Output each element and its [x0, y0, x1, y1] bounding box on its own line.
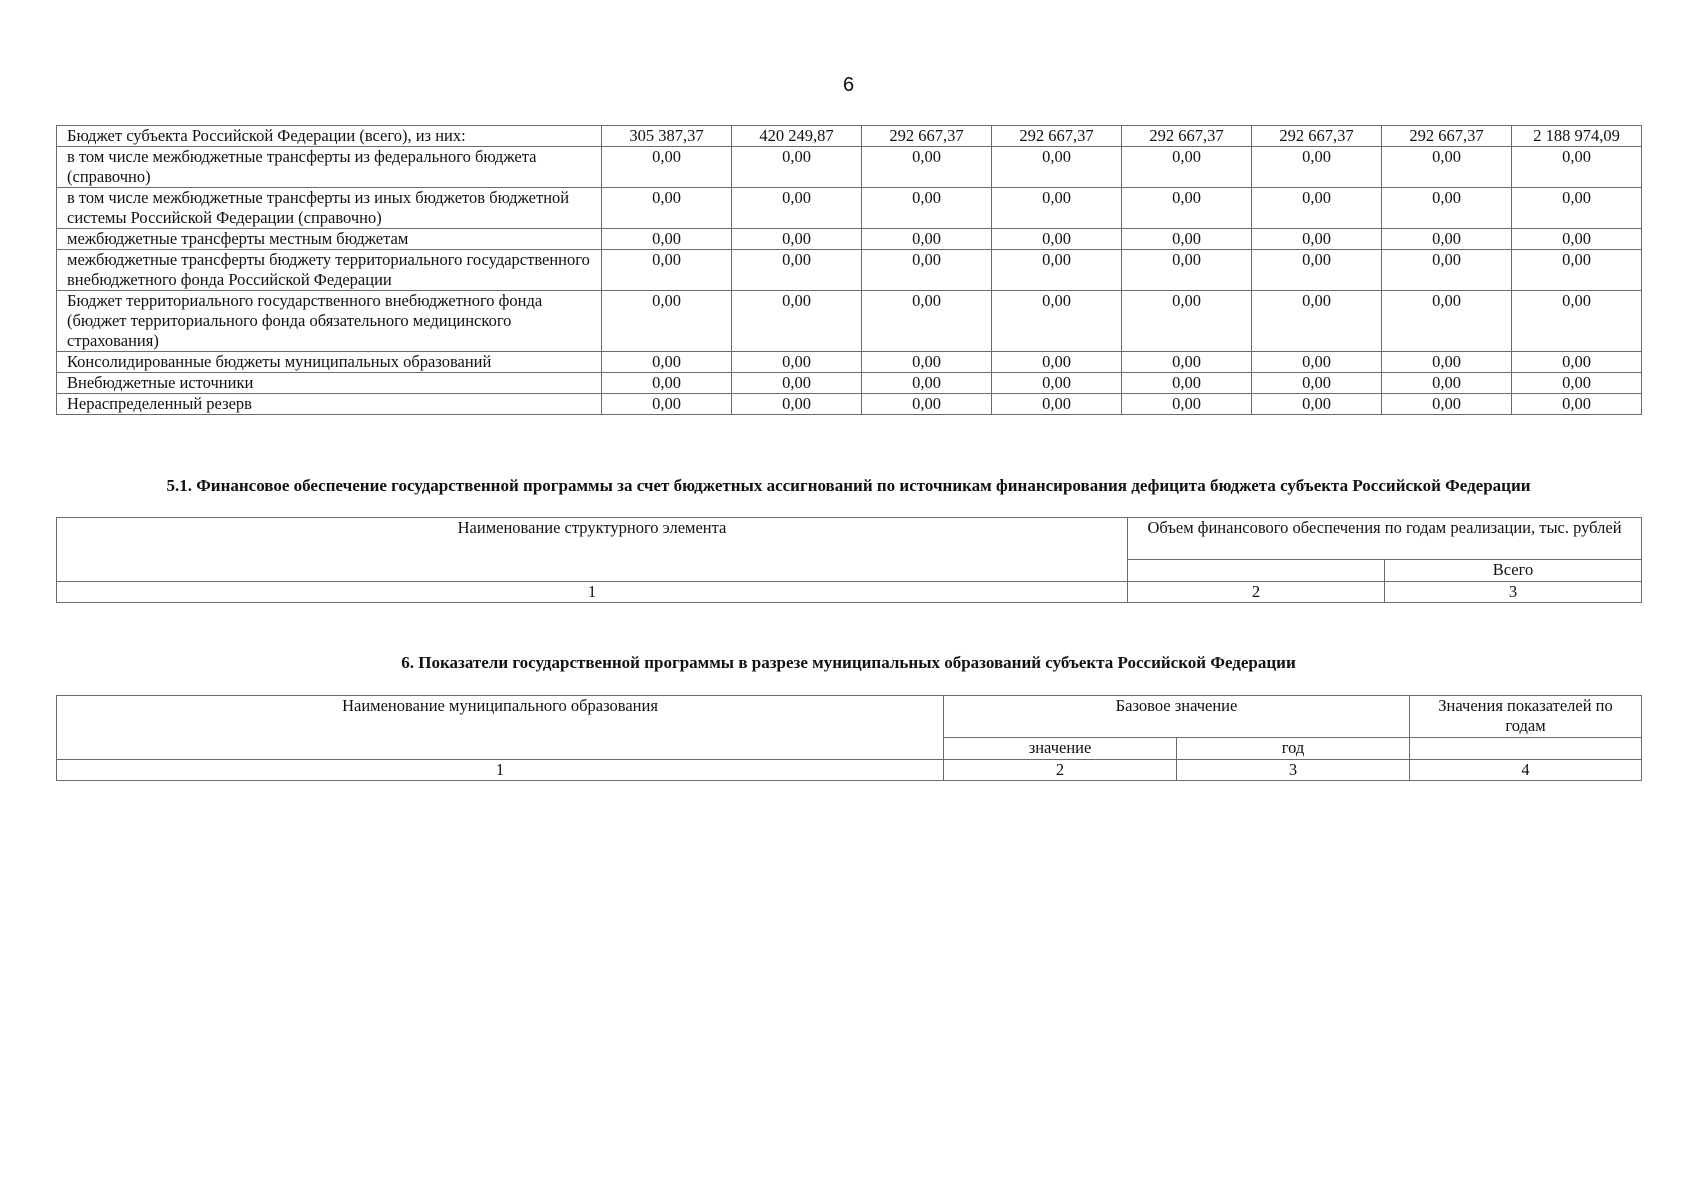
- cell-value: 0,00: [732, 291, 862, 352]
- cell-value: 0,00: [1382, 229, 1512, 250]
- cell-value: 292 667,37: [1382, 126, 1512, 147]
- cell-value: 0,00: [1512, 394, 1642, 415]
- cell-value: 0,00: [862, 188, 992, 229]
- cell-value: 0,00: [732, 188, 862, 229]
- section-6-title: 6. Показатели государственной программы в разрезе муниципальных образований субъекта Российской Федерации: [401, 653, 1296, 672]
- cell-value: 305 387,37: [602, 126, 732, 147]
- cell-value: 0,00: [732, 147, 862, 188]
- cell-value: 292 667,37: [992, 126, 1122, 147]
- base-value-header: Базовое значение: [944, 696, 1410, 738]
- column-number: 3: [1177, 760, 1410, 781]
- cell-value: 0,00: [1382, 291, 1512, 352]
- cell-value: 0,00: [862, 147, 992, 188]
- funding-volume-header: Объем финансового обеспечения по годам реализации, тыс. рублей: [1128, 518, 1642, 560]
- table-row: [57, 394, 1642, 415]
- cell-value: 0,00: [862, 250, 992, 291]
- year-column-header: [1128, 560, 1385, 582]
- year-subheader: год: [1177, 738, 1410, 760]
- cell-value: 0,00: [1382, 373, 1512, 394]
- cell-value: 0,00: [1512, 188, 1642, 229]
- cell-value: 0,00: [602, 291, 732, 352]
- row-label: Консолидированные бюджеты муниципальных образований: [57, 352, 602, 373]
- municipality-name-header: Наименование муниципального образования: [57, 696, 944, 760]
- cell-value: 0,00: [602, 250, 732, 291]
- cell-value: 0,00: [732, 250, 862, 291]
- cell-value: 0,00: [1512, 250, 1642, 291]
- cell-value: 0,00: [732, 394, 862, 415]
- cell-value: 292 667,37: [1122, 126, 1252, 147]
- table-row: [57, 229, 1642, 250]
- cell-value: 0,00: [992, 291, 1122, 352]
- row-label: межбюджетные трансферты местным бюджетам: [57, 229, 602, 250]
- cell-value: 0,00: [992, 250, 1122, 291]
- section-6-table: [56, 695, 1642, 781]
- cell-value: 0,00: [1122, 250, 1252, 291]
- column-number: 3: [1385, 582, 1642, 603]
- column-number: 2: [944, 760, 1177, 781]
- cell-value: 0,00: [732, 373, 862, 394]
- cell-value: 0,00: [1252, 373, 1382, 394]
- cell-value: 0,00: [602, 188, 732, 229]
- cell-value: 0,00: [1252, 352, 1382, 373]
- cell-value: 0,00: [1512, 373, 1642, 394]
- cell-value: 292 667,37: [862, 126, 992, 147]
- row-label: Бюджет субъекта Российской Федерации (всего), из них:: [57, 126, 602, 147]
- cell-value: 0,00: [1122, 291, 1252, 352]
- column-number: 2: [1128, 582, 1385, 603]
- row-label: межбюджетные трансферты бюджету территориального государственного внебюджетного фонда Российской Федерации: [57, 250, 602, 291]
- cell-value: 0,00: [992, 229, 1122, 250]
- cell-value: 0,00: [732, 229, 862, 250]
- cell-value: 0,00: [862, 373, 992, 394]
- cell-value: 0,00: [1252, 250, 1382, 291]
- cell-value: 0,00: [1252, 229, 1382, 250]
- cell-value: 0,00: [862, 291, 992, 352]
- cell-value: 0,00: [1122, 229, 1252, 250]
- cell-value: 0,00: [1122, 373, 1252, 394]
- cell-value: 0,00: [1252, 188, 1382, 229]
- column-number: 1: [57, 760, 944, 781]
- value-subheader: значение: [944, 738, 1177, 760]
- cell-value: 0,00: [1382, 147, 1512, 188]
- cell-value: 0,00: [1382, 250, 1512, 291]
- row-label: Нераспределенный резерв: [57, 394, 602, 415]
- cell-value: 0,00: [1382, 352, 1512, 373]
- cell-value: 0,00: [992, 147, 1122, 188]
- cell-value: 0,00: [1512, 352, 1642, 373]
- cell-value: 0,00: [862, 352, 992, 373]
- year-column-header: [1410, 738, 1642, 760]
- cell-value: 0,00: [1512, 291, 1642, 352]
- cell-value: 0,00: [992, 188, 1122, 229]
- funding-sources-table: [56, 125, 1642, 415]
- cell-value: 0,00: [1252, 394, 1382, 415]
- values-by-years-header: Значения показателей по годам: [1410, 696, 1642, 738]
- table-row: [57, 188, 1642, 229]
- table-row: [57, 126, 1642, 147]
- table-row: [57, 250, 1642, 291]
- row-label: в том числе межбюджетные трансферты из иных бюджетов бюджетной системы Российской Федерации (справочно): [57, 188, 602, 229]
- cell-value: 0,00: [1122, 147, 1252, 188]
- cell-value: 0,00: [1122, 352, 1252, 373]
- cell-value: 0,00: [1382, 188, 1512, 229]
- cell-value: 2 188 974,09: [1512, 126, 1642, 147]
- cell-value: 0,00: [602, 147, 732, 188]
- row-label: Внебюджетные источники: [57, 373, 602, 394]
- row-label: Бюджет территориального государственного внебюджетного фонда (бюджет территориального фонда обязательного медицинского страхования): [57, 291, 602, 352]
- cell-value: 0,00: [1122, 188, 1252, 229]
- table-row: [57, 147, 1642, 188]
- page-number: 6: [842, 74, 855, 96]
- cell-value: 0,00: [602, 229, 732, 250]
- cell-value: 420 249,87: [732, 126, 862, 147]
- section-5-1-title: 5.1. Финансовое обеспечение государственной программы за счет бюджетных ассигнований по источникам финансирования дефицита бюджета субъекта Российской Федерации: [166, 476, 1531, 495]
- total-header: Всего: [1385, 560, 1642, 582]
- cell-value: 0,00: [992, 394, 1122, 415]
- cell-value: 0,00: [1512, 147, 1642, 188]
- cell-value: 0,00: [1122, 394, 1252, 415]
- section-5-1-table: [56, 517, 1642, 603]
- cell-value: 0,00: [992, 373, 1122, 394]
- funding-table-body: [57, 126, 1642, 415]
- table-row: [57, 352, 1642, 373]
- cell-value: 0,00: [1382, 394, 1512, 415]
- cell-value: 292 667,37: [1252, 126, 1382, 147]
- cell-value: 0,00: [992, 352, 1122, 373]
- table-row: [57, 373, 1642, 394]
- column-number: 4: [1410, 760, 1642, 781]
- cell-value: 0,00: [732, 352, 862, 373]
- row-label: в том числе межбюджетные трансферты из федерального бюджета (справочно): [57, 147, 602, 188]
- cell-value: 0,00: [862, 394, 992, 415]
- cell-value: 0,00: [602, 394, 732, 415]
- table-row: [57, 291, 1642, 352]
- cell-value: 0,00: [602, 352, 732, 373]
- cell-value: 0,00: [1252, 291, 1382, 352]
- column-number: 1: [57, 582, 1128, 603]
- cell-value: 0,00: [602, 373, 732, 394]
- cell-value: 0,00: [1252, 147, 1382, 188]
- structural-element-name-header: Наименование структурного элемента: [57, 518, 1128, 582]
- cell-value: 0,00: [1512, 229, 1642, 250]
- cell-value: 0,00: [862, 229, 992, 250]
